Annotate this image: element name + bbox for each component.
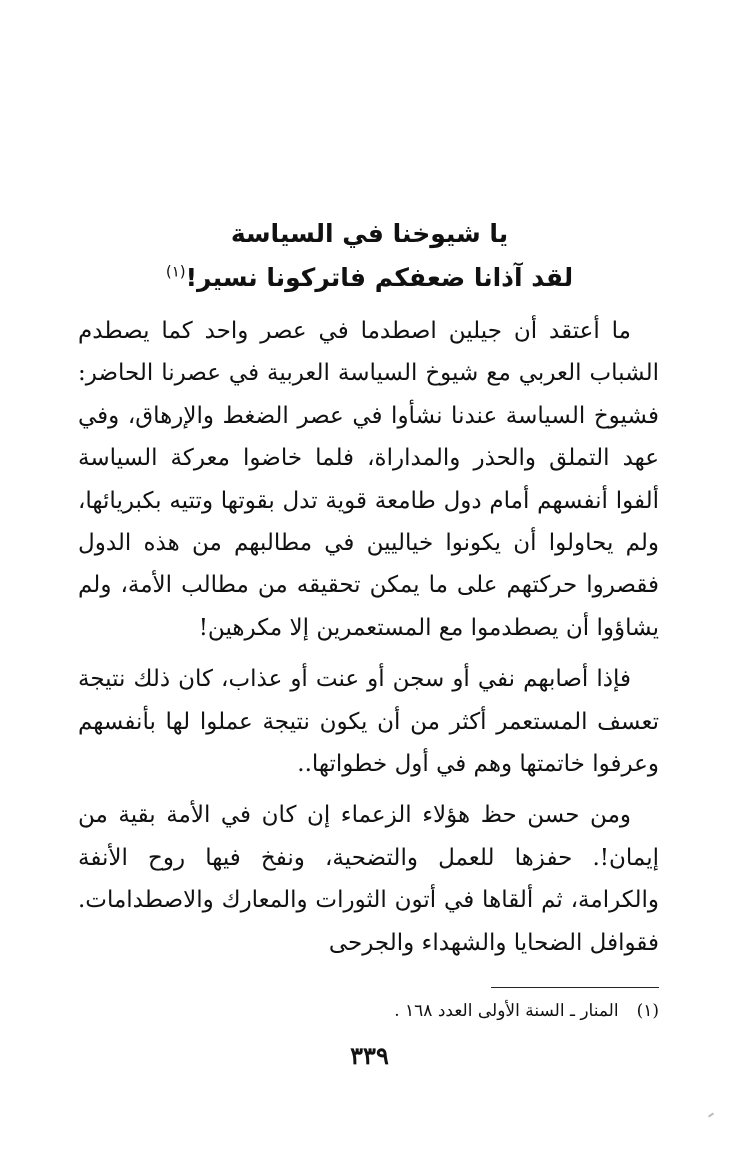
- footnote-divider: [491, 987, 659, 988]
- heading-line-2-text: لقد آذانا ضعفكم فاتركونا نسير!: [185, 263, 574, 292]
- scan-speck: [708, 1112, 714, 1117]
- page-number: ٣٣٩: [350, 1041, 389, 1070]
- paragraph: ومن حسن حظ هؤلاء الزعماء إن كان في الأمة بقية من إيمان!. حفزها للعمل والتضحية، ونفخ فيها روح الأنفة والكرامة، ثم ألقاها في أتون الثورات والمعارك والاصطدامات. فقوافل الضحايا والشهداء والجرحى: [78, 802, 659, 956]
- paragraph: ما أعتقد أن جيلين اصطدما في عصر واحد كما يصطدم الشباب العربي مع شيوخ السياسة العربية في عصرنا الحاضر: فشيوخ السياسة عندنا نشأوا في عصر الضغط والإرهاق، وفي عهد التملق والحذر والمداراة، فلما خاضوا معركة السياسة ألفوا أنفسهم أمام دول طامعة قوية تدل بقوتها وتتيه بكبريائها، ولم يحاولوا أن يكونوا خياليين في مطالبهم من هذه الدول فقصروا حركتهم على ما يمكن تحقيقه من مطالب الأمة، ولم يشاؤوا أن يصطدموا مع المستعمرين إلا مكرهين!: [78, 318, 659, 641]
- chapter-heading: [150, 212, 589, 300]
- paragraph: فإذا أصابهم نفي أو سجن أو عنت أو عذاب، كان ذلك نتيجة تعسف المستعمر أكثر من أن يكون نتيجة عملوا لها بأنفسهم وعرفوا خاتمتها وهم في أول خطواتها..: [78, 666, 659, 778]
- heading-footnote-ref: (١): [165, 262, 186, 281]
- heading-line-2: [150, 256, 589, 300]
- body-text: [78, 310, 659, 973]
- heading-line-1: يا شيوخنا في السياسة: [230, 219, 509, 248]
- footnote-mark: (١): [636, 1001, 659, 1021]
- footnote-text: المنار ـ السنة الأولى العدد ١٦٨ .: [394, 1001, 619, 1021]
- footnote: [150, 998, 659, 1024]
